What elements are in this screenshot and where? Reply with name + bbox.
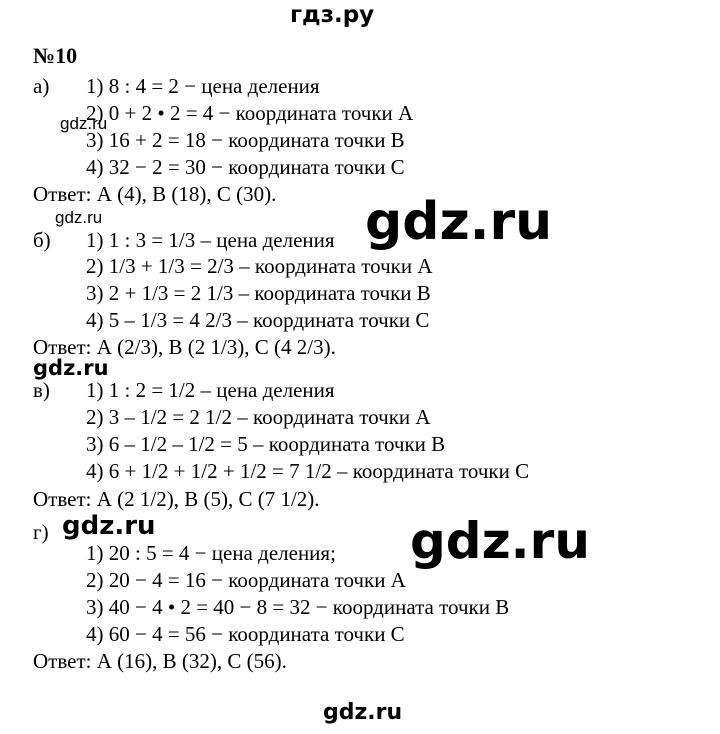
step-b-3: 3) 2 + 1/3 = 2 1/3 – координата точки В (86, 281, 431, 305)
step-g-1: 1) 20 : 5 = 4 − цена деления; (86, 541, 336, 565)
answer-a: Ответ: А (4), В (18), С (30). (33, 182, 277, 206)
step-a-1: 1) 8 : 4 = 2 − цена деления (86, 74, 320, 98)
section-label-g: г) (33, 520, 49, 544)
watermark-small-2: gdz.ru (55, 208, 103, 227)
step-v-4: 4) 6 + 1/2 + 1/2 + 1/2 = 7 1/2 – координата точки С (86, 459, 530, 483)
section-label-a: а) (33, 74, 50, 98)
step-a-4: 4) 32 − 2 = 30 − координата точки С (86, 155, 405, 179)
answer-v: Ответ: А (2 1/2), В (5), С (7 1/2). (33, 487, 320, 511)
watermark-medium-2: gdz.ru (62, 511, 156, 541)
step-v-1: 1) 1 : 2 = 1/2 – цена деления (86, 378, 335, 402)
footer-watermark: gdz.ru (323, 700, 403, 725)
step-g-4: 4) 60 − 4 = 56 − координата точки С (86, 622, 405, 646)
step-v-3: 3) 6 – 1/2 – 1/2 = 5 – координата точки В (86, 432, 446, 456)
task-title: №10 (33, 43, 78, 68)
step-b-1: 1) 1 : 3 = 1/3 – цена деления (86, 228, 335, 252)
section-label-v: в) (33, 378, 50, 402)
step-g-2: 2) 20 − 4 = 16 − координата точки А (86, 568, 406, 592)
watermark-large-1: gdz.ru (365, 192, 553, 252)
step-a-3: 3) 16 + 2 = 18 − координата точки В (86, 128, 405, 152)
answer-g: Ответ: А (16), В (32), С (56). (33, 649, 287, 673)
section-label-b: б) (33, 228, 51, 252)
step-b-4: 4) 5 – 1/3 = 4 2/3 – координата точки С (86, 308, 430, 332)
step-g-3: 3) 40 − 4 • 2 = 40 − 8 = 32 − координата точки В (86, 595, 510, 619)
step-b-2: 2) 1/3 + 1/3 = 2/3 – координата точки А (86, 254, 433, 278)
answer-b: Ответ: А (2/3), В (2 1/3), С (4 2/3). (33, 335, 336, 359)
step-a-2: 2) 0 + 2 • 2 = 4 − координата точки А (86, 101, 414, 125)
watermark-small-1: gdz.ru (60, 114, 108, 133)
step-v-2: 2) 3 – 1/2 = 2 1/2 – координата точки А (86, 405, 431, 429)
watermark-large-2: gdz.ru (410, 512, 590, 570)
header-watermark: гдз.ру (290, 2, 375, 28)
watermark-medium-1: gdz.ru (33, 356, 109, 380)
